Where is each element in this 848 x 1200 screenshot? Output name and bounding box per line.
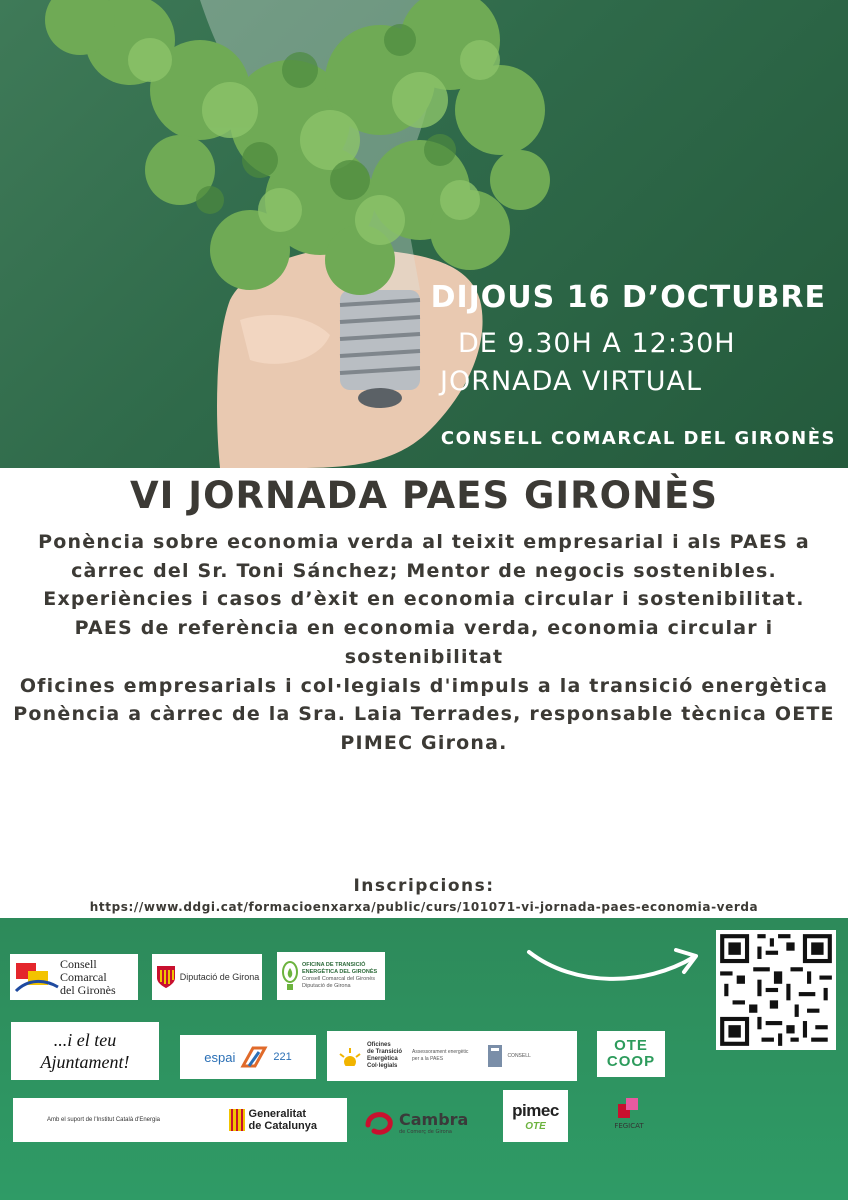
consell-comarcal-logo: [10, 954, 138, 1000]
consell-line: del Gironès: [60, 982, 116, 997]
cambra-swirl-icon: [362, 1107, 396, 1137]
registration-link[interactable]: https://www.ddgi.cat/formacioenxarxa/public/curs/101071-vi-jornada-paes-economia-verda: [89, 900, 759, 914]
fegicat-mark-icon: [616, 1096, 642, 1122]
agenda-item: Ponència a càrrec de la Sra. Laia Terrades, responsable tècnica OETE PIMEC Girona.: [13, 703, 835, 754]
espai-number: 221: [273, 1051, 292, 1063]
agenda-item: Oficines empresarials i col·legials d'impuls a la transició energètica: [19, 674, 829, 697]
oficines-line: Oficines: [367, 1042, 391, 1048]
fegicat-label: FEGICAT: [614, 1122, 644, 1130]
generalitat-line: de Catalunya: [248, 1120, 317, 1132]
registration-label: Inscripcions:: [353, 876, 495, 896]
pimec-ote-label: OTE: [525, 1120, 546, 1132]
fegicat-logo: [604, 1096, 654, 1142]
col-legi-emblem-icon: [486, 1043, 504, 1069]
icaen-generalitat-logo: [13, 1098, 347, 1142]
bulb-leaf-icon: [281, 960, 299, 992]
generalitat-mark: [229, 1108, 317, 1132]
event-format: JORNADA VIRTUAL: [440, 366, 703, 397]
cambra-logo: [362, 1104, 478, 1140]
oficines-line: per a la PAES: [412, 1056, 444, 1062]
pimec-label: pimec: [512, 1100, 559, 1120]
event-time: DE 9.30H A 12:30H: [458, 328, 736, 359]
oficines-line: Col·legials: [367, 1063, 398, 1069]
icaen-label: Amb el suport de l'Institut Català d'Energia: [47, 1117, 161, 1123]
otecoop-logo: [597, 1031, 665, 1077]
generalitat-line: Generalitat: [248, 1108, 306, 1120]
espai-label: espai: [204, 1049, 236, 1065]
oficines-line: de Transició: [367, 1049, 403, 1055]
qr-code[interactable]: [716, 930, 836, 1050]
diputacio-label: Diputació de Girona: [179, 972, 260, 982]
oficines-line: Assessorament energètic: [412, 1049, 469, 1055]
otegi-line: OFICINA DE TRANSICIÓ: [302, 962, 366, 968]
espai-symbol-icon: [239, 1044, 269, 1070]
agenda-list: [6, 528, 842, 758]
otegi-line: Diputació de Girona: [302, 983, 351, 989]
lightbulb-moss-photo: [0, 0, 848, 468]
otegi-logo: [277, 952, 385, 1000]
otegi-line: ENERGÈTICA DEL GIRONÈS: [302, 969, 378, 975]
ajuntament-line: Ajuntament!: [40, 1052, 130, 1072]
consell-line: Consell: [60, 956, 97, 971]
consell-emblem-icon: [14, 957, 60, 997]
otecoop-line: OTE: [614, 1037, 648, 1054]
agenda-item: PAES de referència en economia verda, economia circular i sostenibilitat: [74, 617, 774, 668]
diputacio-logo: [152, 954, 262, 1000]
event-organizer: CONSELL COMARCAL DEL GIRONÈS: [440, 428, 836, 449]
cambra-label: Cambra: [399, 1109, 469, 1129]
diputacio-shield-icon: [155, 964, 177, 990]
agenda-item: Experiències i casos d’èxit en economia circular i sostenibilitat.: [43, 588, 805, 611]
pimec-logo: [503, 1090, 568, 1142]
agenda-item: Ponència sobre economia verda al teixit empresarial i als PAES a càrrec del Sr. Toni Sánchez; Mentor de negocis sostenibles.: [38, 531, 810, 582]
arrow-right-icon: [524, 932, 704, 992]
hero-banner: [0, 0, 848, 468]
otecoop-line: COOP: [606, 1053, 656, 1070]
consell-line: Comarcal: [60, 969, 107, 984]
senyera-icon: [229, 1109, 245, 1131]
sun-icon: [337, 1046, 363, 1066]
page-title: VI JORNADA PAES GIRONÈS: [130, 474, 718, 517]
oficines-logo: [327, 1031, 577, 1081]
cambra-subtitle: de Comerç de Girona: [399, 1128, 452, 1135]
event-date: DIJOUS 16 D’OCTUBRE: [430, 280, 826, 315]
otegi-line: Consell Comarcal del Gironès: [302, 976, 376, 982]
qr-code-icon: [716, 930, 836, 1050]
oficines-line: Energètica: [367, 1056, 398, 1062]
oficines-side-label: CONSELL: [507, 1053, 531, 1059]
ajuntament-logo: [11, 1022, 159, 1080]
ajuntament-line: ...i el teu: [53, 1030, 117, 1050]
espai-221-logo: [180, 1035, 316, 1079]
